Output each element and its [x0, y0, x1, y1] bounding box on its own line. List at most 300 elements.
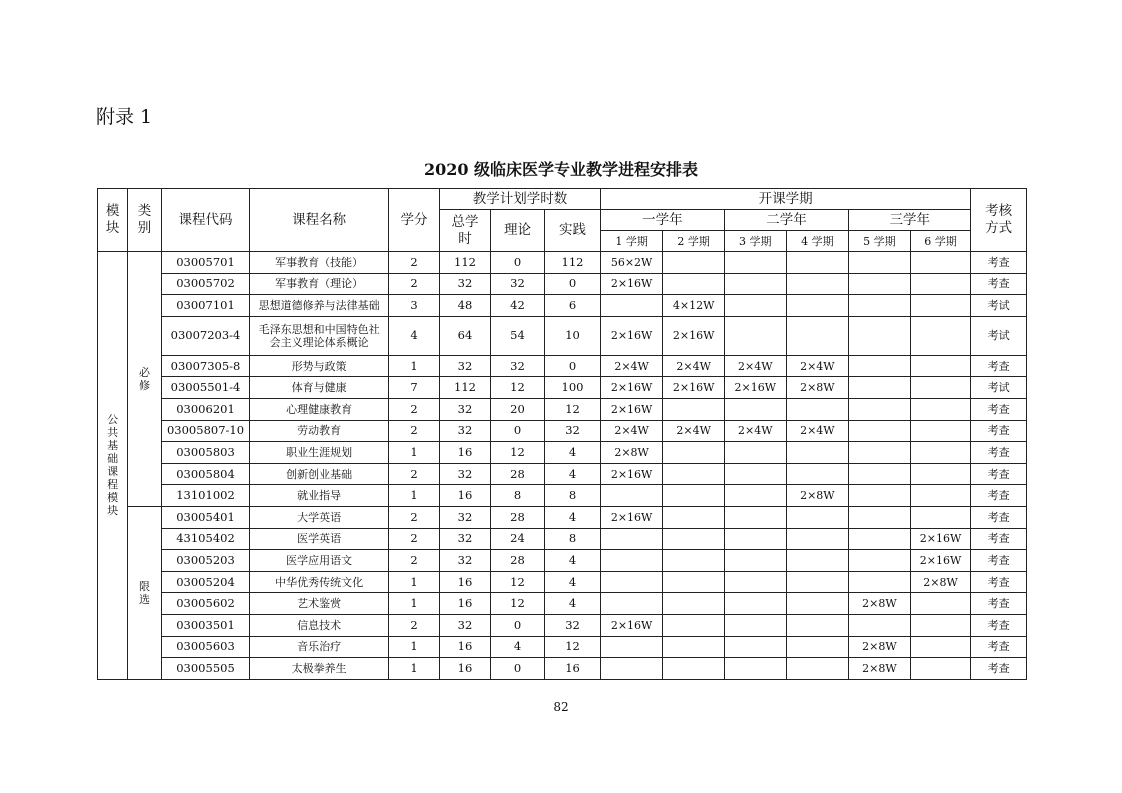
table-row [98, 658, 1027, 680]
semester-2-schedule [663, 506, 725, 528]
course-name: 大学英语 [250, 506, 388, 528]
semester-1-schedule: 2×4W [600, 355, 663, 377]
header-total-line1: 总学 [451, 213, 479, 230]
header-exam [971, 189, 1027, 252]
table-row [98, 442, 1027, 464]
header-year-1: 一学年 [600, 210, 724, 231]
semester-4-schedule [786, 614, 849, 636]
semester-5-schedule [849, 528, 911, 550]
semester-2-schedule [663, 658, 725, 680]
semester-5-schedule [849, 252, 911, 274]
exam-method: 考查 [971, 506, 1027, 528]
semester-3-schedule: 2×16W [724, 377, 786, 399]
course-code: 03005505 [161, 658, 250, 680]
exam-method: 考试 [971, 295, 1027, 317]
semester-5-schedule [849, 295, 911, 317]
semester-5-schedule [849, 273, 911, 295]
semester-1-schedule: 2×8W [600, 442, 663, 464]
course-name: 医学应用语文 [250, 550, 388, 572]
course-name: 就业指导 [250, 485, 388, 507]
category-required-char: 修 [138, 378, 150, 392]
theory-hours: 28 [490, 550, 545, 572]
schedule-table [97, 188, 1027, 680]
semester-1-schedule: 2×16W [600, 463, 663, 485]
semester-3-schedule [724, 571, 786, 593]
practice-hours: 0 [545, 273, 601, 295]
header-category [128, 189, 161, 252]
total-hours: 112 [440, 377, 490, 399]
semester-6-schedule [910, 658, 971, 680]
practice-hours: 100 [545, 377, 601, 399]
course-name: 军事教育（理论） [250, 273, 388, 295]
semester-2-schedule [663, 593, 725, 615]
table-row [98, 593, 1027, 615]
header-total [440, 210, 490, 252]
semester-2-schedule [663, 485, 725, 507]
practice-hours: 16 [545, 658, 601, 680]
semester-5-schedule [849, 355, 911, 377]
semester-4-schedule: 2×4W [786, 355, 849, 377]
theory-hours: 8 [490, 485, 545, 507]
theory-hours: 20 [490, 398, 545, 420]
credits: 1 [388, 636, 439, 658]
course-name: 信息技术 [250, 614, 388, 636]
semester-5-schedule [849, 550, 911, 572]
semester-6-schedule: 2×8W [910, 571, 971, 593]
credits: 1 [388, 658, 439, 680]
semester-2-schedule [663, 614, 725, 636]
table-row [98, 506, 1027, 528]
semester-3-schedule [724, 442, 786, 464]
theory-hours: 12 [490, 442, 545, 464]
category-elective [128, 506, 161, 679]
semester-1-schedule: 2×16W [600, 398, 663, 420]
semester-1-schedule [600, 295, 663, 317]
semester-6-schedule [910, 442, 971, 464]
course-code: 03005501-4 [161, 377, 250, 399]
practice-hours: 4 [545, 463, 601, 485]
appendix-label: 附录 1 [96, 106, 153, 128]
semester-5-schedule [849, 571, 911, 593]
course-code: 03007203-4 [161, 316, 250, 355]
semester-3-schedule [724, 528, 786, 550]
semester-6-schedule [910, 273, 971, 295]
semester-3-schedule [724, 252, 786, 274]
semester-2-schedule: 2×16W [663, 377, 725, 399]
semester-4-schedule [786, 593, 849, 615]
theory-hours: 12 [490, 593, 545, 615]
practice-hours: 8 [545, 528, 601, 550]
course-name-line: 会主义理论体系概论 [269, 335, 369, 349]
semester-3-schedule [724, 398, 786, 420]
semester-4-schedule [786, 398, 849, 420]
semester-3-schedule: 2×4W [724, 355, 786, 377]
header-module [98, 189, 128, 252]
total-hours: 32 [440, 398, 490, 420]
table-row [98, 571, 1027, 593]
semester-6-schedule [910, 614, 971, 636]
semester-2-schedule [663, 442, 725, 464]
course-code: 03005701 [161, 252, 250, 274]
theory-hours: 12 [490, 571, 545, 593]
course-code: 03005702 [161, 273, 250, 295]
course-code: 03005204 [161, 571, 250, 593]
theory-hours: 0 [490, 614, 545, 636]
semester-3-schedule [724, 316, 786, 355]
exam-method: 考查 [971, 463, 1027, 485]
semester-1-schedule: 2×16W [600, 506, 663, 528]
category-required-char: 必 [138, 365, 150, 379]
credits: 2 [388, 614, 439, 636]
module-label-char: 块 [107, 504, 119, 518]
total-hours: 32 [440, 463, 490, 485]
header-credits: 学分 [388, 189, 439, 252]
exam-method: 考查 [971, 658, 1027, 680]
course-name: 劳动教育 [250, 420, 388, 442]
semester-5-schedule [849, 377, 911, 399]
total-hours: 16 [440, 442, 490, 464]
semester-6-schedule [910, 506, 971, 528]
credits: 4 [388, 316, 439, 355]
category-elective-char: 选 [138, 592, 150, 606]
semester-6-schedule [910, 295, 971, 317]
credits: 2 [388, 506, 439, 528]
semester-6-schedule [910, 355, 971, 377]
table-row [98, 273, 1027, 295]
semester-6-schedule [910, 463, 971, 485]
practice-hours: 12 [545, 636, 601, 658]
header-semester-4: 4 学期 [786, 231, 849, 252]
semester-3-schedule: 2×4W [724, 420, 786, 442]
semester-2-schedule [663, 571, 725, 593]
course-code: 03005803 [161, 442, 250, 464]
semester-4-schedule [786, 636, 849, 658]
theory-hours: 28 [490, 463, 545, 485]
semester-5-schedule [849, 398, 911, 420]
practice-hours: 6 [545, 295, 601, 317]
exam-method: 考查 [971, 636, 1027, 658]
total-hours: 48 [440, 295, 490, 317]
total-hours: 64 [440, 316, 490, 355]
course-code: 13101002 [161, 485, 250, 507]
semester-6-schedule [910, 636, 971, 658]
credits: 2 [388, 398, 439, 420]
semester-2-schedule [663, 550, 725, 572]
practice-hours: 32 [545, 420, 601, 442]
semester-1-schedule [600, 528, 663, 550]
total-hours: 32 [440, 420, 490, 442]
semester-6-schedule [910, 420, 971, 442]
semester-1-schedule [600, 658, 663, 680]
semester-5-schedule [849, 485, 911, 507]
header-exam-line2: 方式 [985, 220, 1013, 236]
semester-6-schedule [910, 252, 971, 274]
header-semester-1: 1 学期 [600, 231, 663, 252]
practice-hours: 112 [545, 252, 601, 274]
practice-hours: 10 [545, 316, 601, 355]
course-name: 医学英语 [250, 528, 388, 550]
table-header [98, 189, 1027, 252]
header-semester-group: 开课学期 [600, 189, 971, 210]
exam-method: 考试 [971, 316, 1027, 355]
credits: 7 [388, 377, 439, 399]
table-row [98, 550, 1027, 572]
practice-hours: 12 [545, 398, 601, 420]
practice-hours: 4 [545, 571, 601, 593]
header-semester-3: 3 学期 [724, 231, 786, 252]
total-hours: 16 [440, 571, 490, 593]
total-hours: 16 [440, 658, 490, 680]
semester-4-schedule [786, 550, 849, 572]
course-code: 03003501 [161, 614, 250, 636]
semester-2-schedule [663, 252, 725, 274]
total-hours: 32 [440, 506, 490, 528]
header-theory: 理论 [490, 210, 545, 252]
total-hours: 32 [440, 355, 490, 377]
module-label-char: 公 [107, 413, 119, 427]
exam-method: 考查 [971, 550, 1027, 572]
exam-method: 考查 [971, 252, 1027, 274]
theory-hours: 28 [490, 506, 545, 528]
semester-6-schedule: 2×16W [910, 528, 971, 550]
theory-hours: 54 [490, 316, 545, 355]
course-code: 03005203 [161, 550, 250, 572]
table-row [98, 316, 1027, 355]
semester-6-schedule [910, 398, 971, 420]
category-required [128, 252, 161, 507]
semester-4-schedule [786, 295, 849, 317]
credits: 2 [388, 528, 439, 550]
course-name [250, 316, 388, 355]
credits: 1 [388, 442, 439, 464]
semester-6-schedule [910, 485, 971, 507]
theory-hours: 0 [490, 252, 545, 274]
semester-5-schedule: 2×8W [849, 593, 911, 615]
total-hours: 16 [440, 593, 490, 615]
course-name: 军事教育（技能） [250, 252, 388, 274]
semester-5-schedule [849, 614, 911, 636]
semester-1-schedule: 2×4W [600, 420, 663, 442]
semester-1-schedule [600, 593, 663, 615]
credits: 2 [388, 550, 439, 572]
table-row [98, 485, 1027, 507]
exam-method: 考查 [971, 398, 1027, 420]
semester-6-schedule [910, 316, 971, 355]
header-hours-group: 教学计划学时数 [440, 189, 601, 210]
exam-method: 考查 [971, 485, 1027, 507]
total-hours: 16 [440, 485, 490, 507]
semester-2-schedule [663, 528, 725, 550]
semester-6-schedule: 2×16W [910, 550, 971, 572]
header-year-2: 二学年 [724, 210, 848, 231]
credits: 1 [388, 355, 439, 377]
course-code: 03005807-10 [161, 420, 250, 442]
semester-5-schedule [849, 506, 911, 528]
course-name: 思想道德修养与法律基础 [250, 295, 388, 317]
practice-hours: 4 [545, 506, 601, 528]
semester-5-schedule: 2×8W [849, 636, 911, 658]
category-elective-char: 限 [138, 579, 150, 593]
exam-method: 考查 [971, 614, 1027, 636]
header-category-line2: 别 [137, 220, 152, 236]
semester-4-schedule [786, 528, 849, 550]
semester-4-schedule [786, 316, 849, 355]
course-code: 03005602 [161, 593, 250, 615]
course-code: 43105402 [161, 528, 250, 550]
semester-6-schedule [910, 377, 971, 399]
semester-3-schedule [724, 614, 786, 636]
semester-4-schedule: 2×8W [786, 377, 849, 399]
theory-hours: 42 [490, 295, 545, 317]
course-name: 太极拳养生 [250, 658, 388, 680]
table-row [98, 355, 1027, 377]
header-exam-line1: 考核 [985, 203, 1013, 219]
course-name: 体育与健康 [250, 377, 388, 399]
semester-4-schedule [786, 506, 849, 528]
module-label-char: 模 [107, 491, 119, 505]
header-name: 课程名称 [250, 189, 388, 252]
semester-1-schedule: 2×16W [600, 273, 663, 295]
course-name: 心理健康教育 [250, 398, 388, 420]
header-practice: 实践 [545, 210, 601, 252]
credits: 3 [388, 295, 439, 317]
theory-hours: 4 [490, 636, 545, 658]
exam-method: 考查 [971, 355, 1027, 377]
table-row [98, 614, 1027, 636]
total-hours: 32 [440, 614, 490, 636]
semester-1-schedule: 56×2W [600, 252, 663, 274]
practice-hours: 8 [545, 485, 601, 507]
module-label-char: 程 [107, 478, 119, 492]
total-hours: 32 [440, 273, 490, 295]
semester-2-schedule [663, 398, 725, 420]
header-year-3: 三学年 [849, 210, 971, 231]
header-module-line2: 块 [105, 220, 120, 236]
course-code: 03005603 [161, 636, 250, 658]
semester-3-schedule [724, 593, 786, 615]
course-name-line: 毛泽东思想和中国特色社 [258, 322, 380, 336]
semester-3-schedule [724, 485, 786, 507]
semester-1-schedule [600, 550, 663, 572]
table-body [98, 252, 1027, 680]
semester-2-schedule [663, 636, 725, 658]
table-row [98, 398, 1027, 420]
table-row [98, 463, 1027, 485]
table-row [98, 252, 1027, 274]
credits: 1 [388, 593, 439, 615]
exam-method: 考查 [971, 420, 1027, 442]
credits: 2 [388, 463, 439, 485]
header-semester-5: 5 学期 [849, 231, 911, 252]
semester-1-schedule [600, 485, 663, 507]
exam-method: 考查 [971, 528, 1027, 550]
course-code: 03005401 [161, 506, 250, 528]
semester-6-schedule [910, 593, 971, 615]
theory-hours: 32 [490, 355, 545, 377]
semester-3-schedule [724, 463, 786, 485]
page-title: 2020 级临床医学专业教学进程安排表 [423, 160, 699, 179]
semester-4-schedule [786, 252, 849, 274]
semester-2-schedule [663, 463, 725, 485]
semester-4-schedule [786, 273, 849, 295]
semester-2-schedule: 2×4W [663, 420, 725, 442]
total-hours: 112 [440, 252, 490, 274]
module-label-char: 共 [107, 426, 119, 440]
exam-method: 考查 [971, 571, 1027, 593]
course-name: 创新创业基础 [250, 463, 388, 485]
module-label-char: 课 [107, 465, 119, 479]
exam-method: 考查 [971, 593, 1027, 615]
credits: 2 [388, 420, 439, 442]
semester-5-schedule: 2×8W [849, 658, 911, 680]
practice-hours: 4 [545, 442, 601, 464]
semester-4-schedule [786, 571, 849, 593]
semester-2-schedule: 4×12W [663, 295, 725, 317]
semester-4-schedule [786, 463, 849, 485]
semester-2-schedule: 2×4W [663, 355, 725, 377]
course-code: 03006201 [161, 398, 250, 420]
credits: 2 [388, 252, 439, 274]
header-semester-6: 6 学期 [910, 231, 971, 252]
table-row [98, 377, 1027, 399]
exam-method: 考试 [971, 377, 1027, 399]
course-name: 职业生涯规划 [250, 442, 388, 464]
page-number: 82 [553, 700, 569, 714]
semester-1-schedule: 2×16W [600, 316, 663, 355]
semester-3-schedule [724, 658, 786, 680]
semester-4-schedule [786, 442, 849, 464]
header-total-line2: 时 [458, 230, 472, 247]
exam-method: 考查 [971, 442, 1027, 464]
semester-4-schedule: 2×8W [786, 485, 849, 507]
semester-2-schedule [663, 273, 725, 295]
semester-2-schedule: 2×16W [663, 316, 725, 355]
table-row [98, 420, 1027, 442]
semester-3-schedule [724, 506, 786, 528]
practice-hours: 4 [545, 593, 601, 615]
semester-5-schedule [849, 463, 911, 485]
course-name: 中华优秀传统文化 [250, 571, 388, 593]
practice-hours: 4 [545, 550, 601, 572]
exam-method: 考查 [971, 273, 1027, 295]
header-category-line1: 类 [137, 203, 152, 219]
practice-hours: 32 [545, 614, 601, 636]
theory-hours: 32 [490, 273, 545, 295]
course-code: 03005804 [161, 463, 250, 485]
total-hours: 16 [440, 636, 490, 658]
total-hours: 32 [440, 528, 490, 550]
theory-hours: 12 [490, 377, 545, 399]
semester-5-schedule [849, 442, 911, 464]
semester-1-schedule: 2×16W [600, 377, 663, 399]
semester-3-schedule [724, 295, 786, 317]
practice-hours: 0 [545, 355, 601, 377]
table-row [98, 528, 1027, 550]
semester-3-schedule [724, 273, 786, 295]
semester-1-schedule: 2×16W [600, 614, 663, 636]
theory-hours: 0 [490, 658, 545, 680]
header-semester-2: 2 学期 [663, 231, 725, 252]
total-hours: 32 [440, 550, 490, 572]
course-code: 03007101 [161, 295, 250, 317]
module-label-char: 基 [107, 439, 119, 453]
course-name: 形势与政策 [250, 355, 388, 377]
semester-3-schedule [724, 550, 786, 572]
semester-1-schedule [600, 571, 663, 593]
header-code: 课程代码 [161, 189, 250, 252]
credits: 2 [388, 273, 439, 295]
course-name: 音乐治疗 [250, 636, 388, 658]
